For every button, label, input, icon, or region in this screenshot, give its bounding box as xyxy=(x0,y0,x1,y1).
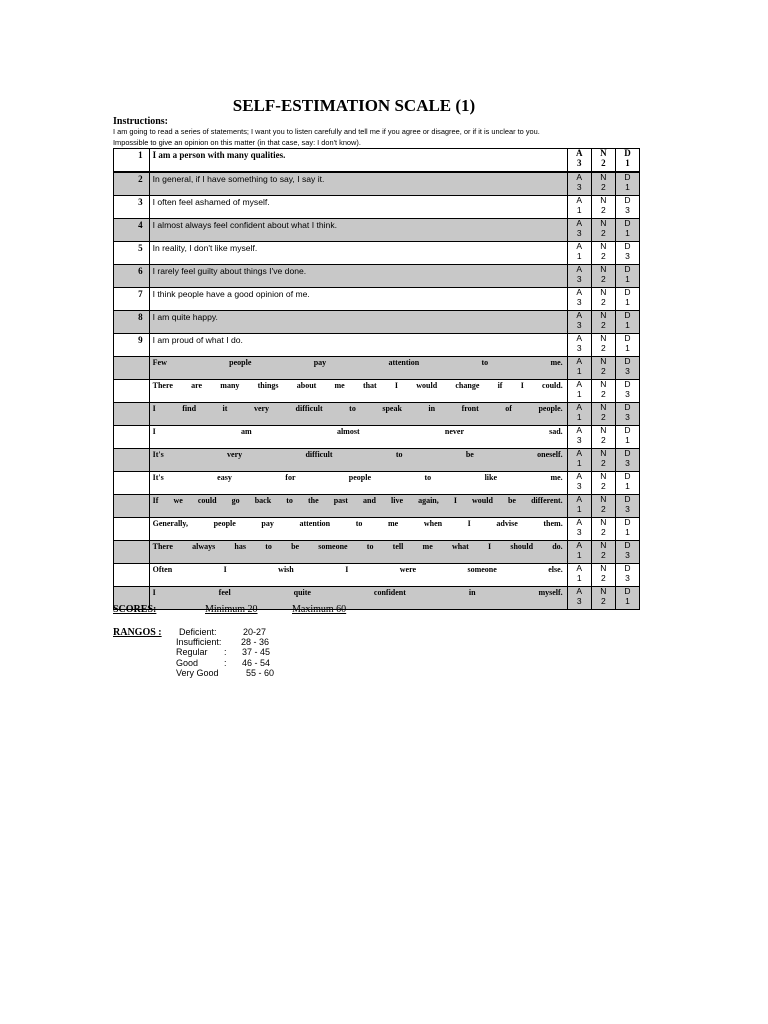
neutral-value: 2 xyxy=(600,250,606,261)
agree-value: 3 xyxy=(576,526,582,537)
self-estimation-table xyxy=(113,148,640,610)
item-statement: I find it very difficult to speak in front of people. xyxy=(149,403,567,426)
item-number: 5 xyxy=(114,242,150,265)
disagree-value: 3 xyxy=(625,457,630,468)
agree-option xyxy=(567,311,591,334)
neutral-value: 2 xyxy=(600,342,606,353)
disagree-value: 1 xyxy=(625,434,630,445)
disagree-letter: D xyxy=(624,448,631,458)
item-statement: It's very difficult to be oneself. xyxy=(149,449,567,472)
neutral-letter: N xyxy=(600,218,607,228)
disagree-letter: D xyxy=(624,195,631,205)
agree-letter: A xyxy=(576,425,583,435)
agree-value: 1 xyxy=(576,572,582,583)
item-number xyxy=(114,403,150,426)
table-row xyxy=(114,265,640,288)
agree-value: 1 xyxy=(576,549,582,560)
agree-option xyxy=(567,288,591,311)
disagree-value: 1 xyxy=(625,273,630,284)
disagree-value: 1 xyxy=(625,319,630,330)
table-row xyxy=(114,196,640,219)
disagree-value: 1 xyxy=(625,595,630,606)
agree-value: 3 xyxy=(576,157,582,168)
neutral-value: 2 xyxy=(600,434,606,445)
range-value: 20-27 xyxy=(243,627,267,637)
agree-value: 1 xyxy=(576,411,582,422)
neutral-option xyxy=(591,587,615,610)
disagree-option xyxy=(615,357,639,380)
disagree-option xyxy=(615,196,639,219)
table-row xyxy=(114,288,640,311)
item-number xyxy=(114,449,150,472)
instructions-line-2: Impossible to give an opinion on this matter (in that case, say: I don't know). xyxy=(113,138,361,147)
neutral-value: 2 xyxy=(600,457,606,468)
neutral-value: 2 xyxy=(600,365,606,376)
disagree-letter: D xyxy=(624,172,631,182)
neutral-option xyxy=(591,311,615,334)
disagree-option xyxy=(615,472,639,495)
table-row xyxy=(114,242,640,265)
item-statement: I often feel ashamed of myself. xyxy=(149,196,567,219)
neutral-letter: N xyxy=(600,287,607,297)
agree-letter: A xyxy=(576,586,583,596)
item-statement: I am quite happy. xyxy=(149,311,567,334)
item-statement: It's easy for people to like me. xyxy=(149,472,567,495)
agree-option xyxy=(567,541,591,564)
table-row xyxy=(114,403,640,426)
disagree-option xyxy=(615,380,639,403)
scores-section xyxy=(113,604,347,615)
range-value: 37 - 45 xyxy=(242,647,271,657)
neutral-value: 2 xyxy=(600,480,606,491)
disagree-option xyxy=(615,587,639,610)
agree-value: 3 xyxy=(576,181,582,192)
neutral-letter: N xyxy=(600,471,607,481)
item-number xyxy=(114,518,150,541)
neutral-value: 2 xyxy=(600,296,606,307)
disagree-value: 3 xyxy=(625,503,630,514)
agree-option xyxy=(567,172,591,196)
agree-value: 3 xyxy=(576,480,582,491)
agree-letter: A xyxy=(576,241,583,251)
item-number: 7 xyxy=(114,288,150,311)
range-value: 55 - 60 xyxy=(246,668,275,678)
neutral-value: 2 xyxy=(600,273,606,284)
disagree-letter: D xyxy=(624,425,631,435)
agree-value: 1 xyxy=(576,204,582,215)
agree-option xyxy=(567,587,591,610)
item-statement: I feel quite confident in myself. xyxy=(149,587,567,610)
agree-letter: A xyxy=(576,333,583,343)
neutral-letter: N xyxy=(600,586,607,596)
item-number xyxy=(114,472,150,495)
agree-value: 1 xyxy=(576,457,582,468)
disagree-option xyxy=(615,265,639,288)
agree-option xyxy=(567,196,591,219)
neutral-option xyxy=(591,564,615,587)
agree-value: 3 xyxy=(576,595,582,606)
table-row xyxy=(114,518,640,541)
neutral-option xyxy=(591,472,615,495)
neutral-value: 2 xyxy=(600,181,606,192)
disagree-option xyxy=(615,495,639,518)
agree-letter: A xyxy=(576,471,583,481)
disagree-value: 1 xyxy=(625,526,630,537)
item-number: 1 xyxy=(114,149,150,173)
agree-letter: A xyxy=(576,172,583,182)
item-statement: I think people have a good opinion of me. xyxy=(149,288,567,311)
disagree-option xyxy=(615,518,639,541)
item-number xyxy=(114,357,150,380)
scores-maximum: Maximum 60 xyxy=(292,604,347,615)
item-statement: Few people pay attention to me. xyxy=(149,357,567,380)
table-row xyxy=(114,449,640,472)
agree-option xyxy=(567,380,591,403)
agree-letter: A xyxy=(576,379,583,389)
disagree-letter: D xyxy=(624,402,631,412)
disagree-value: 3 xyxy=(625,388,630,399)
table-row xyxy=(114,334,640,357)
agree-option xyxy=(567,495,591,518)
neutral-option xyxy=(591,449,615,472)
neutral-letter: N xyxy=(600,379,607,389)
disagree-value: 3 xyxy=(625,250,630,261)
disagree-letter: D xyxy=(624,310,631,320)
instructions-heading: Instructions: xyxy=(113,116,169,127)
agree-option xyxy=(567,472,591,495)
disagree-value: 3 xyxy=(625,411,630,422)
item-statement: Often I wish I were someone else. xyxy=(149,564,567,587)
disagree-option xyxy=(615,219,639,242)
range-name: Regular xyxy=(176,647,208,657)
disagree-option xyxy=(615,564,639,587)
agree-value: 1 xyxy=(576,503,582,514)
neutral-letter: N xyxy=(600,148,607,158)
neutral-option xyxy=(591,518,615,541)
neutral-letter: N xyxy=(600,195,607,205)
disagree-letter: D xyxy=(624,586,631,596)
table-row xyxy=(114,541,640,564)
neutral-value: 2 xyxy=(600,503,606,514)
item-statement: If we could go back to the past and live again, I would be different. xyxy=(149,495,567,518)
neutral-letter: N xyxy=(600,172,607,182)
table-row xyxy=(114,587,640,610)
item-number: 2 xyxy=(114,172,150,196)
agree-letter: A xyxy=(576,448,583,458)
item-statement: There always has to be someone to tell me what I should do. xyxy=(149,541,567,564)
item-number: 3 xyxy=(114,196,150,219)
disagree-letter: D xyxy=(624,471,631,481)
table-row xyxy=(114,149,640,173)
item-number xyxy=(114,564,150,587)
disagree-value: 3 xyxy=(625,549,630,560)
disagree-option xyxy=(615,172,639,196)
table-row xyxy=(114,472,640,495)
disagree-value: 1 xyxy=(625,296,630,307)
agree-option xyxy=(567,518,591,541)
item-number xyxy=(114,380,150,403)
agree-option xyxy=(567,357,591,380)
item-statement: I am a person with many qualities. xyxy=(149,149,567,173)
agree-option xyxy=(567,564,591,587)
scores-minimum: Minimum 20 xyxy=(205,604,258,615)
neutral-letter: N xyxy=(600,563,607,573)
table-row xyxy=(114,219,640,242)
neutral-value: 2 xyxy=(600,595,606,606)
disagree-letter: D xyxy=(624,540,631,550)
disagree-letter: D xyxy=(624,241,631,251)
item-number: 4 xyxy=(114,219,150,242)
neutral-option xyxy=(591,541,615,564)
disagree-value: 3 xyxy=(625,365,630,376)
neutral-option xyxy=(591,334,615,357)
item-statement: I rarely feel guilty about things I've done. xyxy=(149,265,567,288)
disagree-value: 1 xyxy=(625,342,630,353)
disagree-value: 1 xyxy=(625,157,630,168)
disagree-option xyxy=(615,311,639,334)
disagree-letter: D xyxy=(624,563,631,573)
range-value: 28 - 36 xyxy=(241,637,270,647)
neutral-value: 2 xyxy=(600,319,606,330)
neutral-value: 2 xyxy=(600,526,606,537)
agree-option xyxy=(567,449,591,472)
agree-letter: A xyxy=(576,356,583,366)
page-title: SELF-ESTIMATION SCALE (1) xyxy=(232,96,476,115)
agree-option xyxy=(567,219,591,242)
disagree-option xyxy=(615,449,639,472)
disagree-letter: D xyxy=(624,333,631,343)
table-row xyxy=(114,564,640,587)
instructions-line-1: I am going to read a series of statements; I want you to listen carefully and tell me if you agree or disagree, or if it is unclear to you. xyxy=(113,127,540,136)
agree-letter: A xyxy=(576,402,583,412)
neutral-option xyxy=(591,196,615,219)
item-statement: I almost always feel confident about what I think. xyxy=(149,219,567,242)
disagree-letter: D xyxy=(624,379,631,389)
item-statement: I am proud of what I do. xyxy=(149,334,567,357)
agree-letter: A xyxy=(576,494,583,504)
neutral-value: 2 xyxy=(600,572,606,583)
disagree-letter: D xyxy=(624,494,631,504)
neutral-letter: N xyxy=(600,333,607,343)
agree-option xyxy=(567,426,591,449)
agree-option xyxy=(567,242,591,265)
disagree-letter: D xyxy=(624,356,631,366)
agree-value: 3 xyxy=(576,342,582,353)
disagree-option xyxy=(615,334,639,357)
neutral-option xyxy=(591,219,615,242)
disagree-option xyxy=(615,288,639,311)
agree-option xyxy=(567,265,591,288)
item-statement: Generally, people pay attention to me when I advise them. xyxy=(149,518,567,541)
agree-letter: A xyxy=(576,287,583,297)
item-statement: I am almost never sad. xyxy=(149,426,567,449)
agree-letter: A xyxy=(576,517,583,527)
neutral-option xyxy=(591,426,615,449)
scores-label: SCORES: xyxy=(113,604,157,615)
neutral-value: 2 xyxy=(600,204,606,215)
neutral-option xyxy=(591,242,615,265)
disagree-option xyxy=(615,403,639,426)
neutral-option xyxy=(591,403,615,426)
range-name: Very Good xyxy=(176,668,219,678)
item-number: 9 xyxy=(114,334,150,357)
agree-value: 3 xyxy=(576,273,582,284)
disagree-value: 3 xyxy=(625,572,630,583)
agree-option xyxy=(567,149,591,173)
neutral-letter: N xyxy=(600,448,607,458)
agree-letter: A xyxy=(576,563,583,573)
item-number xyxy=(114,495,150,518)
rangos-label: RANGOS : xyxy=(113,627,162,638)
item-statement: In general, if I have something to say, I say it. xyxy=(149,172,567,196)
neutral-letter: N xyxy=(600,402,607,412)
neutral-option xyxy=(591,495,615,518)
neutral-option xyxy=(591,172,615,196)
disagree-option xyxy=(615,149,639,173)
item-number: 8 xyxy=(114,311,150,334)
item-number xyxy=(114,426,150,449)
agree-value: 1 xyxy=(576,365,582,376)
neutral-option xyxy=(591,288,615,311)
neutral-letter: N xyxy=(600,425,607,435)
disagree-value: 1 xyxy=(625,480,630,491)
neutral-letter: N xyxy=(600,264,607,274)
range-name: Deficient: xyxy=(179,627,217,637)
table-row xyxy=(114,426,640,449)
item-number: 6 xyxy=(114,265,150,288)
agree-value: 3 xyxy=(576,227,582,238)
disagree-value: 1 xyxy=(625,181,630,192)
disagree-letter: D xyxy=(624,264,631,274)
neutral-value: 2 xyxy=(601,157,606,168)
agree-letter: A xyxy=(576,218,583,228)
disagree-option xyxy=(615,426,639,449)
agree-letter: A xyxy=(576,310,583,320)
agree-value: 3 xyxy=(576,296,582,307)
disagree-option xyxy=(615,541,639,564)
neutral-value: 2 xyxy=(600,388,606,399)
neutral-value: 2 xyxy=(600,549,606,560)
neutral-value: 2 xyxy=(600,411,606,422)
agree-letter: A xyxy=(575,148,583,158)
neutral-letter: N xyxy=(600,540,607,550)
range-value: 46 - 54 xyxy=(242,658,271,668)
table-row xyxy=(114,357,640,380)
agree-letter: A xyxy=(576,195,583,205)
disagree-letter: D xyxy=(624,517,631,527)
neutral-letter: N xyxy=(600,517,607,527)
table-row xyxy=(114,311,640,334)
range-separator: : xyxy=(224,658,227,668)
neutral-letter: N xyxy=(600,356,607,366)
agree-value: 1 xyxy=(576,250,582,261)
neutral-option xyxy=(591,265,615,288)
neutral-option xyxy=(591,149,615,173)
agree-letter: A xyxy=(576,540,583,550)
disagree-letter: D xyxy=(624,287,631,297)
range-separator: : xyxy=(224,647,227,657)
neutral-option xyxy=(591,357,615,380)
neutral-letter: N xyxy=(600,241,607,251)
neutral-value: 2 xyxy=(600,227,606,238)
range-name: Insufficient: xyxy=(176,637,222,647)
agree-value: 3 xyxy=(576,434,582,445)
neutral-letter: N xyxy=(600,310,607,320)
table-row xyxy=(114,380,640,403)
disagree-value: 1 xyxy=(625,227,630,238)
agree-option xyxy=(567,334,591,357)
neutral-option xyxy=(591,380,615,403)
table-row xyxy=(114,172,640,196)
item-number xyxy=(114,541,150,564)
table-row xyxy=(114,495,640,518)
agree-value: 3 xyxy=(576,319,582,330)
disagree-value: 3 xyxy=(625,204,630,215)
neutral-letter: N xyxy=(600,494,607,504)
agree-option xyxy=(567,403,591,426)
item-statement: There are many things about me that I would change if I could. xyxy=(149,380,567,403)
disagree-letter: D xyxy=(624,148,631,158)
disagree-letter: D xyxy=(624,218,631,228)
agree-value: 1 xyxy=(576,388,582,399)
range-name: Good xyxy=(176,658,199,668)
agree-letter: A xyxy=(576,264,583,274)
disagree-option xyxy=(615,242,639,265)
item-statement: In reality, I don't like myself. xyxy=(149,242,567,265)
